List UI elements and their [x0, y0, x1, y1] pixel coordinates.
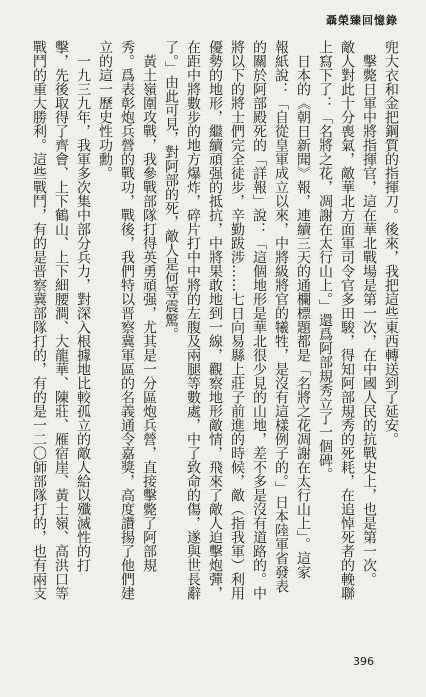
text-column-16: 擊，先後取得了齊會、上下鶴山、上下細腰澗、大龍華、陳莊、雁宿崖、黃土嶺、高洪口等: [53, 40, 69, 600]
text-column-1: 兜大衣和金把鋼質的指揮刀。後來，我把這些東西轉送到了延安。: [383, 40, 399, 446]
page-number: 396: [353, 655, 374, 668]
text-column-6: 報紙說：「自從皇軍成立以來，中將級將官的犧牲，是沒有這樣例子的。」日本陸軍省發表: [273, 40, 289, 593]
text-column-17: 戰鬥的重大勝利。這些戰鬥，有的是晋察冀部隊打的，有的是一二〇師部隊打的，也有兩支: [31, 40, 47, 600]
text-column-10: 在距中將數步的地方爆炸，碎片打中中將的左腹及兩腿等數處，中了致命的傷，遂與世長辭: [185, 40, 201, 600]
text-column-5: 日本的《朝日新聞》報，連續三天的通欄標題都是「名將之花凋謝在太行山上」。這家: [295, 40, 311, 579]
body-text: [28, 40, 400, 630]
text-column-14: 立的這一歷史性功勳。: [97, 40, 113, 180]
text-column-3: 敵人對此十分喪氣，敵華北方面軍司令官多田駿，得知阿部規秀的死耗，在追悼死者的輓聯: [339, 40, 355, 600]
text-column-2: 擊斃日軍中將指揮官，這在華北戰場是第一次，在中國人民的抗戰史上，也是第一次。: [361, 40, 377, 586]
text-column-12: 黃土嶺圍攻戰，我參戰部隊打得英勇頑强，尤其是一分區炮兵營，直接擊斃了阿部規: [141, 40, 157, 572]
text-column-11: 了。」由此可見，對阿部的死，敵人是何等震驚。: [163, 40, 179, 341]
text-column-15: 一九三九年，我軍多次集中部分兵力，對深入根據地比較孤立的敵人給以殲滅性的打: [75, 40, 91, 572]
text-column-9: 優勢的地形，繼續頑强的抵抗，中將果敢地到一線，觀察地形敵情，飛來了敵人迫擊炮彈，: [207, 40, 223, 600]
text-column-4: 上寫下了：「名將之花，凋謝在太行山上。」還爲阿部規秀立了一個碑。: [317, 40, 333, 481]
text-column-7: 的關於阿部殿死的「詳報」說：「這個地形是華北很少見的山地，差不多是沒有道路的。中: [251, 40, 267, 600]
running-header: 聶榮臻回憶錄: [326, 14, 398, 27]
text-column-13: 秀。爲表彰炮兵營的戰功，戰後，我們特以晋察冀軍區的名義通令嘉獎，高度讚揚了他們建: [119, 40, 135, 600]
text-column-8: 將以下的將士們完全徒步，辛勤跋涉……七日向易縣上莊子前進的時候，敵（指我軍）利用: [229, 40, 245, 600]
